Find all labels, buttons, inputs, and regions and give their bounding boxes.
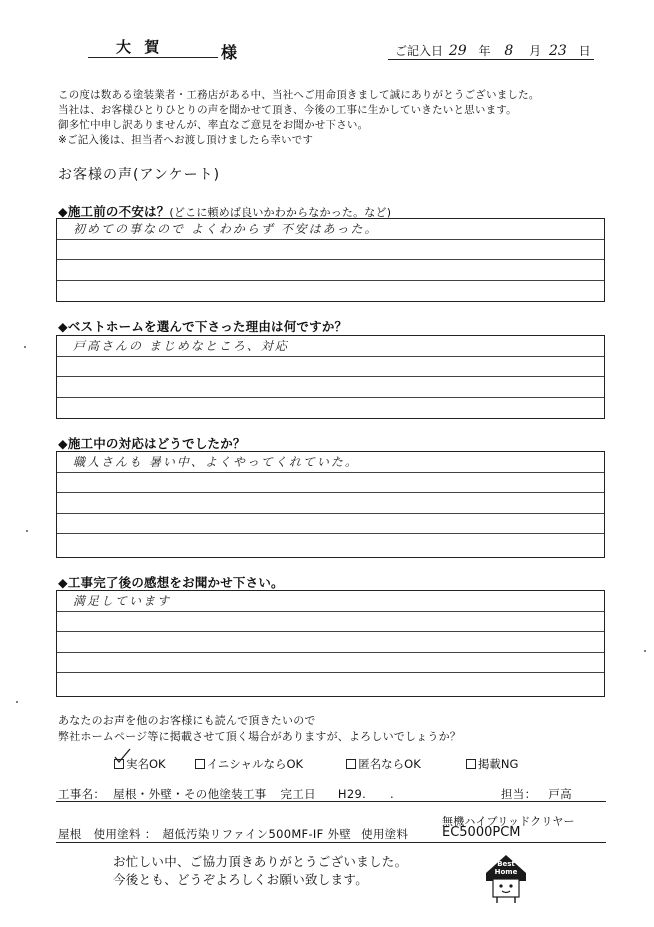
materials-row	[58, 826, 408, 842]
intro-line: ※ご記入後は、担当者へお渡し頂けましたら幸いです	[58, 134, 314, 146]
answer-line	[57, 473, 604, 494]
publish-question-line: あなたのお声を他のお客様にも読んで頂きたいので	[58, 714, 316, 727]
materials-underline	[56, 842, 606, 843]
work-label: 工事名：	[58, 787, 106, 801]
question-1-note: (どこに頼めば良いかわからなかった。など)	[169, 206, 392, 219]
work-row-underline	[56, 801, 606, 802]
answer-box-1[interactable]	[56, 218, 605, 302]
paint-1: 超低汚染リファイン500MF-IF 外壁	[162, 827, 352, 841]
work-name: 屋根・外壁・その他塗装工事	[113, 787, 267, 801]
scan-speck	[26, 530, 28, 532]
answer-line	[57, 219, 604, 240]
answer-4-text: 満足しています	[73, 594, 172, 608]
customer-name-underline	[88, 57, 218, 58]
month-unit: 月	[529, 44, 542, 58]
answer-3-text: 職人さんも 暑い中、よくやってくれていた。	[73, 455, 359, 469]
completion-value: H29.	[337, 787, 367, 801]
option-label: 掲載NG	[477, 757, 519, 771]
honorific: 様	[221, 43, 238, 62]
answer-2-text: 戸高さんの まじめなところ、対応	[73, 339, 289, 353]
date-day: 23	[548, 43, 567, 59]
answer-line	[57, 281, 604, 302]
question-4-label: ◆工事完了後の感想をお聞かせ下さい。	[58, 575, 284, 590]
completion-label: 完工日	[280, 787, 316, 801]
option-ng[interactable]	[466, 756, 519, 772]
question-1-text: ◆施工前の不安は？	[58, 204, 170, 219]
answer-line	[57, 534, 604, 555]
staff-row	[501, 786, 572, 802]
answer-1-text: 初めての事なので よくわからず 不安はあった。	[73, 222, 379, 236]
staff-name: 戸高	[548, 787, 572, 801]
answer-line	[57, 673, 604, 694]
answer-line	[57, 612, 604, 633]
scan-speck	[16, 701, 18, 703]
question-3-label: ◆施工中の対応はどうでしたか？	[58, 436, 246, 451]
survey-title: お客様の声(アンケート)	[58, 167, 221, 183]
option-initials[interactable]	[195, 756, 303, 772]
year-unit: 年	[478, 44, 491, 58]
date-year: 29	[448, 43, 467, 59]
publish-options	[114, 754, 518, 773]
publish-question-line: 弊社ホームページ等に掲載させて頂く場合がありますが、よろしいでしょうか？	[58, 730, 461, 743]
answer-box-3[interactable]	[56, 451, 605, 558]
option-label: 実名OK	[126, 757, 166, 771]
intro-text	[58, 88, 618, 148]
closing-message	[113, 853, 407, 889]
option-anonymous[interactable]	[346, 756, 421, 772]
scan-speck	[24, 346, 26, 348]
publish-question	[58, 713, 461, 745]
paint-2-note: 無機ハイブリッドクリヤー	[442, 815, 575, 828]
customer-name: 大 賀	[116, 38, 164, 56]
date-block	[395, 42, 591, 59]
option-label: イニシャルならOK	[206, 757, 304, 771]
answer-line	[57, 493, 604, 514]
work-name-row	[58, 786, 394, 802]
checkmark-icon	[114, 748, 132, 764]
answer-line	[57, 357, 604, 378]
logo-text-best: Best	[497, 860, 515, 868]
answer-line	[57, 377, 604, 398]
checkbox[interactable]	[195, 759, 205, 769]
closing-line: 今後とも、どうぞよろしくお願い致します。	[113, 872, 369, 887]
date-underline	[388, 59, 594, 60]
completion-dot: .	[390, 787, 394, 801]
checkbox[interactable]	[346, 759, 356, 769]
logo-text-home: Home	[494, 868, 518, 876]
option-real-name[interactable]	[114, 756, 166, 772]
paint-2: EC5000PCM	[442, 825, 521, 840]
answer-box-2[interactable]	[56, 335, 605, 419]
answer-line	[57, 632, 604, 653]
date-label: ご記入日	[395, 44, 444, 58]
paint-label-2: 使用塗料	[361, 827, 409, 841]
date-month: 8	[504, 43, 514, 59]
answer-line	[57, 240, 604, 261]
checkbox[interactable]	[466, 759, 476, 769]
answer-line	[57, 398, 604, 419]
intro-line: 御多忙中申し訳ありませんが、率直なご意見をお聞かせ下さい。	[58, 119, 369, 131]
closing-line: お忙しい中、ご協力頂きありがとうございました。	[113, 854, 408, 869]
scan-speck	[644, 650, 646, 652]
answer-line	[57, 591, 604, 612]
roof-label: 屋根	[58, 827, 82, 841]
answer-line	[57, 336, 604, 357]
day-unit: 日	[578, 44, 591, 58]
paint-label-1: 使用塗料 ：	[93, 827, 157, 841]
intro-line: この度は数ある塗装業者・工務店がある中、当社へご用命頂きまして誠にありがとうございました。	[58, 89, 540, 101]
best-home-logo	[484, 853, 528, 905]
answer-line	[57, 514, 604, 535]
answer-box-4[interactable]	[56, 590, 605, 697]
answer-line	[57, 452, 604, 473]
intro-line: 当社は、お客様ひとりひとりの声を聞かせて頂き、今後の工事に生かしていきたいと思います。	[58, 104, 517, 116]
answer-line	[57, 260, 604, 281]
staff-label: 担当：	[501, 787, 537, 801]
question-2-label: ◆ベストホームを選んで下さった理由は何ですか？	[58, 319, 348, 334]
option-label: 匿名ならOK	[358, 757, 421, 771]
answer-line	[57, 653, 604, 674]
